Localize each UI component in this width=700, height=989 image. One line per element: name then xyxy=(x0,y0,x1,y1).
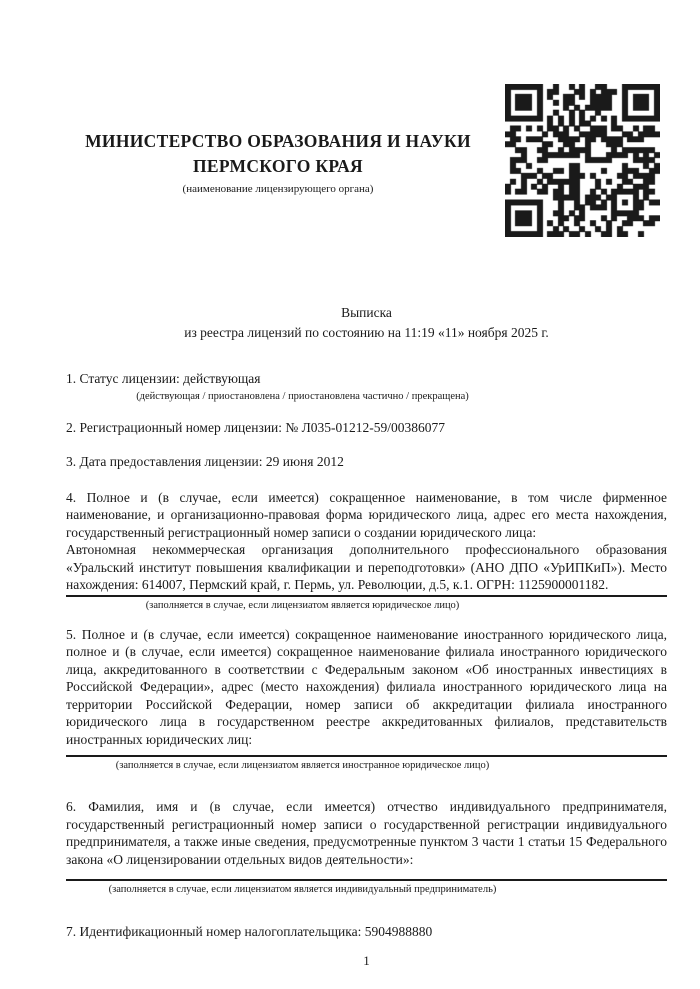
license-grant-date: 3. Дата предоставления лицензии: 29 июня 2012 xyxy=(66,454,344,469)
license-status-options-caption: (действующая / приостановлена / приостановлена частично / прекращена) xyxy=(136,390,469,402)
document-body xyxy=(66,303,667,969)
foreign-entity-caption: (заполняется в случае, если лицензиатом является иностранное юридическое лицо) xyxy=(115,760,490,771)
foreign-entity-section: 5. Полное и (в случае, если имеется) сокращенное наименование иностранного юридического лица, полное и (в случае, если имеется) сокращенное наименование филиала иностранного юридического лица, аккредитованного в соответствии с Федеральным законом «Об иностранных инвестициях в Российской Федерации», адрес (место нахождения) филиала иностранного юридического лица на территории Российской Федерации, номер записи об аккредитации филиала иностранного юридического лица в государственном реестре аккредитованных филиалов, представительств иностранных юридических лиц: xyxy=(66,626,667,747)
fill-line-foreign-entity xyxy=(66,755,667,757)
taxpayer-id: 7. Идентификационный номер налогоплательщика: 5904988880 xyxy=(66,924,433,939)
legal-entity-section xyxy=(66,489,667,594)
licensing-authority-header xyxy=(66,129,490,196)
qr-code xyxy=(505,84,660,237)
license-status: 1. Статус лицензии: действующая xyxy=(66,371,261,386)
page-number: 1 xyxy=(363,952,370,968)
legal-entity-label: 4. Полное и (в случае, если имеется) сокращенное наименование, в том числе фирменное наименование, и организационно-правовая форма юридического лица, адрес его места нахождения, государственный регистрационный номер записи о создании юридического лица: xyxy=(66,489,667,540)
document-title xyxy=(66,303,667,343)
ministry-name-line2: ПЕРМСКОГО КРАЯ xyxy=(193,156,363,176)
individual-entrepreneur-caption: (заполняется в случае, если лицензиатом является индивидуальный предприниматель) xyxy=(108,884,497,895)
authority-name-caption: (наименование лицензирующего органа) xyxy=(182,183,374,195)
legal-entity-caption: (заполняется в случае, если лицензиатом является юридическое лицо) xyxy=(145,599,460,611)
document-title-line1: Выписка xyxy=(341,305,392,320)
fill-line-individual-entrepreneur xyxy=(66,879,667,881)
ministry-name-line1: МИНИСТЕРСТВО ОБРАЗОВАНИЯ И НАУКИ xyxy=(85,131,471,151)
license-registration-number: 2. Регистрационный номер лицензии: № Л035-01212-59/00386077 xyxy=(66,419,446,435)
fill-line-legal-entity xyxy=(66,595,667,597)
legal-entity-value: Автономная некоммерческая организация дополнительного профессионального образования «Уральский институт повышения квалификации и переподготовки» (АНО ДПО «УрИПКиП»). Место нахождения: 614007, Пермский край, г. Пермь, ул. Революции, д.5, к.1. ОГРН: 1125900001182. xyxy=(66,542,667,592)
document-title-line2: из реестра лицензий по состоянию на 11:19 «11» ноября 2025 г. xyxy=(184,325,549,340)
individual-entrepreneur-section: 6. Фамилия, имя и (в случае, если имеется) отчество индивидуального предпринимателя, государственный регистрационный номер записи о государственной регистрации индивидуального предпринимателя, а также иные сведения, предусмотренные пунктом 3 части 1 статьи 15 Федерального закона «О лицензировании отдельных видов деятельности»: xyxy=(66,799,667,867)
